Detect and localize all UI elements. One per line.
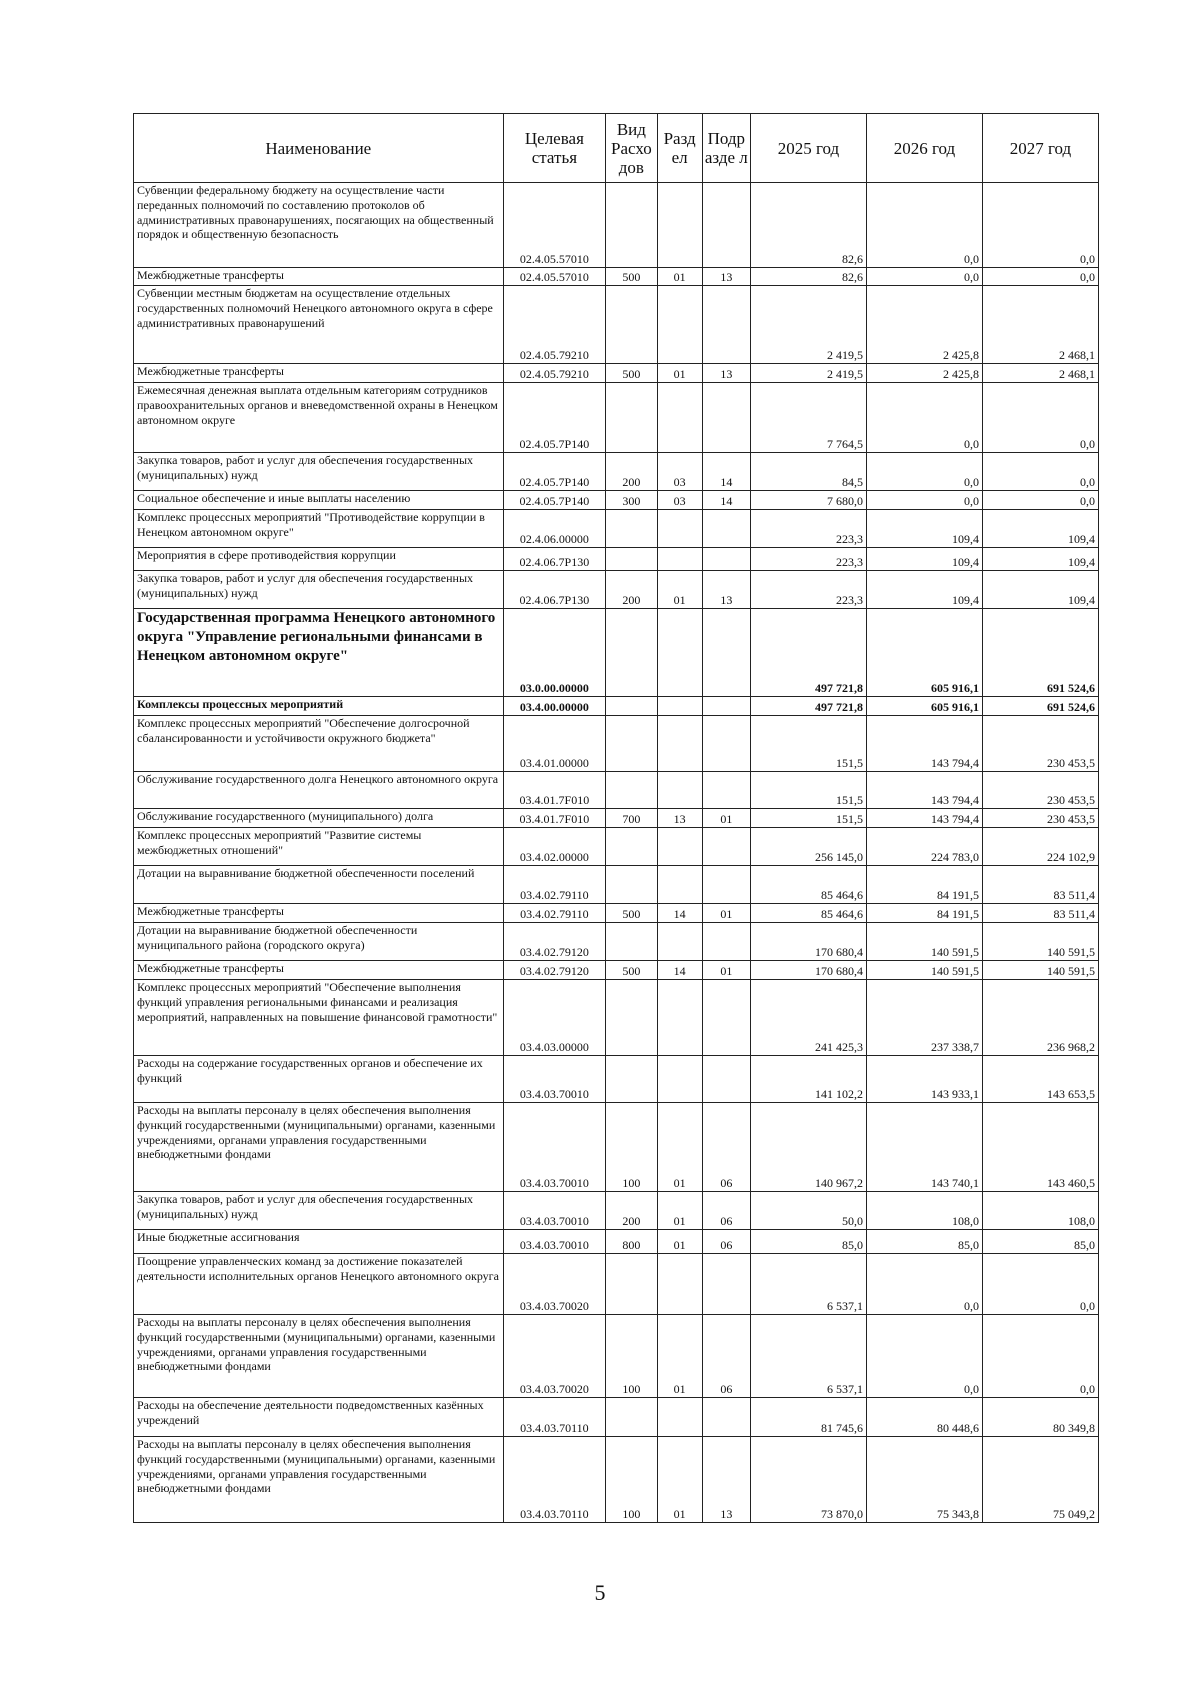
table-row — [134, 697, 1099, 716]
row-name: Расходы на обеспечение деятельности подведомственных казённых учреждений — [134, 1398, 504, 1437]
row-name: Межбюджетные трансферты — [134, 268, 504, 286]
row-name: Межбюджетные трансферты — [134, 364, 504, 383]
row-vid — [606, 772, 657, 809]
row-value-2027: 230 453,5 — [982, 772, 1098, 809]
row-target-code: 03.4.03.70010 — [503, 1056, 606, 1103]
row-name: Субвенции федеральному бюджету на осуществление части переданных полномочий по составлению протоколов об административных правонарушениях, посягающих на общественный порядок и общественную безопасность — [134, 183, 504, 268]
row-value-2027: 83 511,4 — [982, 904, 1098, 923]
row-value-2025: 497 721,8 — [750, 697, 866, 716]
row-razdel: 01 — [657, 1192, 702, 1230]
row-value-2027: 2 468,1 — [982, 286, 1098, 364]
row-vid — [606, 1056, 657, 1103]
row-vid: 700 — [606, 809, 657, 828]
row-name: Межбюджетные трансферты — [134, 904, 504, 923]
row-value-2027: 0,0 — [982, 268, 1098, 286]
row-value-2025: 151,5 — [750, 716, 866, 772]
row-vid: 100 — [606, 1437, 657, 1523]
row-value-2027: 230 453,5 — [982, 716, 1098, 772]
row-name: Ежемесячная денежная выплата отдельным категориям сотрудников правоохранительных органов и вневедомственной охраны в Ненецком автономном округе — [134, 383, 504, 453]
row-value-2027: 80 349,8 — [982, 1398, 1098, 1437]
row-value-2026: 75 343,8 — [866, 1437, 982, 1523]
row-vid — [606, 1398, 657, 1437]
row-name: Комплекс процессных мероприятий "Обеспечение выполнения функций управления региональными финансами и реализация мероприятий, направленных на повышение финансовой грамотности" — [134, 980, 504, 1056]
row-podrazdel — [702, 923, 750, 961]
header-podrazdel: Подр азде л — [702, 114, 750, 183]
row-value-2027: 140 591,5 — [982, 923, 1098, 961]
table-row — [134, 453, 1099, 491]
row-value-2025: 241 425,3 — [750, 980, 866, 1056]
row-podrazdel — [702, 510, 750, 548]
row-value-2026: 224 783,0 — [866, 828, 982, 866]
row-name: Комплекс процессных мероприятий "Обеспечение долгосрочной сбалансированности и устойчивости окружного бюджета" — [134, 716, 504, 772]
table-row — [134, 364, 1099, 383]
row-value-2026: 143 740,1 — [866, 1103, 982, 1192]
row-vid: 100 — [606, 1103, 657, 1192]
table-row — [134, 1437, 1099, 1523]
table-row — [134, 980, 1099, 1056]
row-vid — [606, 183, 657, 268]
row-value-2027: 0,0 — [982, 1315, 1098, 1398]
row-value-2026: 2 425,8 — [866, 286, 982, 364]
table-row — [134, 491, 1099, 510]
row-vid: 500 — [606, 268, 657, 286]
row-podrazdel: 13 — [702, 364, 750, 383]
row-value-2026: 2 425,8 — [866, 364, 982, 383]
row-value-2025: 223,3 — [750, 571, 866, 609]
table-row — [134, 571, 1099, 609]
row-podrazdel — [702, 609, 750, 697]
row-razdel — [657, 1254, 702, 1315]
row-razdel — [657, 923, 702, 961]
row-podrazdel: 13 — [702, 1437, 750, 1523]
row-value-2025: 2 419,5 — [750, 286, 866, 364]
row-value-2027: 0,0 — [982, 1254, 1098, 1315]
row-value-2025: 50,0 — [750, 1192, 866, 1230]
row-value-2027: 109,4 — [982, 571, 1098, 609]
row-value-2027: 143 653,5 — [982, 1056, 1098, 1103]
row-vid — [606, 828, 657, 866]
row-target-code: 03.4.03.70110 — [503, 1437, 606, 1523]
row-value-2025: 73 870,0 — [750, 1437, 866, 1523]
row-target-code: 03.4.02.79120 — [503, 923, 606, 961]
row-target-code: 03.0.00.00000 — [503, 609, 606, 697]
row-target-code: 03.4.03.70020 — [503, 1254, 606, 1315]
table-row — [134, 286, 1099, 364]
row-razdel — [657, 510, 702, 548]
row-vid: 200 — [606, 1192, 657, 1230]
row-razdel: 01 — [657, 571, 702, 609]
row-vid — [606, 510, 657, 548]
row-podrazdel: 13 — [702, 268, 750, 286]
row-razdel — [657, 548, 702, 571]
row-name: Межбюджетные трансферты — [134, 961, 504, 980]
row-razdel: 03 — [657, 453, 702, 491]
row-value-2027: 143 460,5 — [982, 1103, 1098, 1192]
row-vid — [606, 1254, 657, 1315]
row-podrazdel: 13 — [702, 571, 750, 609]
row-value-2026: 0,0 — [866, 383, 982, 453]
row-target-code: 03.4.03.70110 — [503, 1398, 606, 1437]
row-podrazdel: 01 — [702, 809, 750, 828]
row-podrazdel — [702, 286, 750, 364]
table-row — [134, 268, 1099, 286]
row-value-2027: 0,0 — [982, 491, 1098, 510]
row-value-2027: 0,0 — [982, 183, 1098, 268]
row-value-2027: 0,0 — [982, 453, 1098, 491]
row-value-2025: 81 745,6 — [750, 1398, 866, 1437]
row-podrazdel: 14 — [702, 491, 750, 510]
row-value-2027: 224 102,9 — [982, 828, 1098, 866]
row-razdel — [657, 828, 702, 866]
row-target-code: 02.4.06.7Р130 — [503, 548, 606, 571]
row-razdel — [657, 697, 702, 716]
row-vid — [606, 383, 657, 453]
row-podrazdel: 06 — [702, 1192, 750, 1230]
row-podrazdel — [702, 772, 750, 809]
row-name: Поощрение управленческих команд за достижение показателей деятельности исполнительных органов Ненецкого автономного округа — [134, 1254, 504, 1315]
header-name: Наименование — [134, 114, 504, 183]
row-podrazdel — [702, 548, 750, 571]
row-value-2026: 84 191,5 — [866, 904, 982, 923]
table-row — [134, 866, 1099, 904]
row-value-2025: 140 967,2 — [750, 1103, 866, 1192]
row-name: Социальное обеспечение и иные выплаты населению — [134, 491, 504, 510]
row-target-code: 03.4.02.79120 — [503, 961, 606, 980]
row-razdel: 14 — [657, 904, 702, 923]
row-podrazdel — [702, 383, 750, 453]
table-body — [134, 183, 1099, 1523]
row-razdel: 14 — [657, 961, 702, 980]
row-name: Закупка товаров, работ и услуг для обеспечения государственных (муниципальных) нужд — [134, 453, 504, 491]
row-vid — [606, 716, 657, 772]
table-row — [134, 1192, 1099, 1230]
row-value-2026: 84 191,5 — [866, 866, 982, 904]
row-name: Обслуживание государственного долга Ненецкого автономного округа — [134, 772, 504, 809]
row-target-code: 03.4.03.70010 — [503, 1103, 606, 1192]
row-target-code: 02.4.05.7Р140 — [503, 491, 606, 510]
table-row — [134, 1315, 1099, 1398]
row-razdel — [657, 716, 702, 772]
row-razdel: 01 — [657, 1230, 702, 1254]
row-name: Расходы на выплаты персоналу в целях обеспечения выполнения функций государственными (муниципальными) органами, казенными учреждениями, органами управления государственными внебюджетными фондами — [134, 1103, 504, 1192]
table-row — [134, 510, 1099, 548]
row-vid: 500 — [606, 904, 657, 923]
row-razdel: 01 — [657, 1103, 702, 1192]
header-2026: 2026 год — [866, 114, 982, 183]
row-value-2026: 605 916,1 — [866, 609, 982, 697]
row-vid — [606, 548, 657, 571]
row-vid: 500 — [606, 961, 657, 980]
row-target-code: 03.4.03.00000 — [503, 980, 606, 1056]
row-target-code: 03.4.02.00000 — [503, 828, 606, 866]
row-name: Закупка товаров, работ и услуг для обеспечения государственных (муниципальных) нужд — [134, 571, 504, 609]
row-razdel: 13 — [657, 809, 702, 828]
header-2027: 2027 год — [982, 114, 1098, 183]
row-vid — [606, 697, 657, 716]
row-podrazdel — [702, 1056, 750, 1103]
row-target-code: 02.4.06.7Р130 — [503, 571, 606, 609]
table-row — [134, 1056, 1099, 1103]
row-name: Комплекс процессных мероприятий "Противодействие коррупции в Ненецком автономном округе" — [134, 510, 504, 548]
row-name: Дотации на выравнивание бюджетной обеспеченности муниципального района (городского округа) — [134, 923, 504, 961]
header-razdel: Разд ел — [657, 114, 702, 183]
row-target-code: 03.4.01.7F010 — [503, 772, 606, 809]
row-podrazdel: 06 — [702, 1315, 750, 1398]
row-podrazdel — [702, 183, 750, 268]
table-row — [134, 383, 1099, 453]
row-value-2027: 83 511,4 — [982, 866, 1098, 904]
row-name: Комплекс процессных мероприятий "Развитие системы межбюджетных отношений" — [134, 828, 504, 866]
row-razdel — [657, 1398, 702, 1437]
row-value-2026: 109,4 — [866, 571, 982, 609]
row-value-2026: 108,0 — [866, 1192, 982, 1230]
row-target-code: 03.4.01.00000 — [503, 716, 606, 772]
row-value-2027: 230 453,5 — [982, 809, 1098, 828]
row-value-2025: 2 419,5 — [750, 364, 866, 383]
row-value-2026: 143 933,1 — [866, 1056, 982, 1103]
row-target-code: 02.4.05.57010 — [503, 268, 606, 286]
row-value-2027: 2 468,1 — [982, 364, 1098, 383]
table-header-row — [134, 114, 1099, 183]
row-vid: 200 — [606, 453, 657, 491]
row-value-2025: 85 464,6 — [750, 904, 866, 923]
row-value-2026: 605 916,1 — [866, 697, 982, 716]
row-value-2027: 109,4 — [982, 548, 1098, 571]
table-row — [134, 961, 1099, 980]
row-podrazdel: 01 — [702, 904, 750, 923]
row-podrazdel — [702, 1398, 750, 1437]
row-value-2025: 256 145,0 — [750, 828, 866, 866]
row-value-2027: 691 524,6 — [982, 609, 1098, 697]
row-target-code: 02.4.05.79210 — [503, 364, 606, 383]
row-value-2027: 85,0 — [982, 1230, 1098, 1254]
row-value-2026: 143 794,4 — [866, 809, 982, 828]
row-value-2026: 140 591,5 — [866, 923, 982, 961]
row-value-2025: 223,3 — [750, 510, 866, 548]
row-name: Дотации на выравнивание бюджетной обеспеченности поселений — [134, 866, 504, 904]
row-value-2025: 223,3 — [750, 548, 866, 571]
row-podrazdel — [702, 980, 750, 1056]
row-target-code: 03.4.03.70020 — [503, 1315, 606, 1398]
table-row — [134, 1398, 1099, 1437]
row-value-2026: 143 794,4 — [866, 772, 982, 809]
row-vid: 800 — [606, 1230, 657, 1254]
row-value-2025: 170 680,4 — [750, 961, 866, 980]
row-razdel — [657, 383, 702, 453]
table-row — [134, 1254, 1099, 1315]
row-target-code: 02.4.05.7Р140 — [503, 383, 606, 453]
row-value-2025: 7 680,0 — [750, 491, 866, 510]
row-podrazdel: 06 — [702, 1103, 750, 1192]
row-podrazdel — [702, 866, 750, 904]
row-razdel: 01 — [657, 1315, 702, 1398]
row-target-code: 03.4.03.70010 — [503, 1230, 606, 1254]
row-value-2025: 170 680,4 — [750, 923, 866, 961]
row-name: Расходы на выплаты персоналу в целях обеспечения выполнения функций государственными (муниципальными) органами, казенными учреждениями, органами управления государственными внебюджетными фондами — [134, 1315, 504, 1398]
row-razdel — [657, 772, 702, 809]
row-razdel: 03 — [657, 491, 702, 510]
row-name: Иные бюджетные ассигнования — [134, 1230, 504, 1254]
row-razdel — [657, 980, 702, 1056]
row-name: Мероприятия в сфере противодействия коррупции — [134, 548, 504, 571]
row-value-2026: 0,0 — [866, 491, 982, 510]
row-value-2025: 151,5 — [750, 772, 866, 809]
row-value-2027: 75 049,2 — [982, 1437, 1098, 1523]
row-value-2026: 140 591,5 — [866, 961, 982, 980]
row-razdel — [657, 866, 702, 904]
row-value-2027: 108,0 — [982, 1192, 1098, 1230]
row-value-2025: 85,0 — [750, 1230, 866, 1254]
row-target-code: 02.4.06.00000 — [503, 510, 606, 548]
row-value-2026: 237 338,7 — [866, 980, 982, 1056]
row-value-2026: 80 448,6 — [866, 1398, 982, 1437]
table-row — [134, 828, 1099, 866]
row-vid: 100 — [606, 1315, 657, 1398]
row-value-2025: 82,6 — [750, 183, 866, 268]
budget-table — [133, 113, 1099, 1523]
row-value-2026: 109,4 — [866, 510, 982, 548]
row-razdel — [657, 1056, 702, 1103]
row-value-2025: 6 537,1 — [750, 1254, 866, 1315]
table-row — [134, 716, 1099, 772]
table-row — [134, 809, 1099, 828]
row-value-2026: 143 794,4 — [866, 716, 982, 772]
row-name: Закупка товаров, работ и услуг для обеспечения государственных (муниципальных) нужд — [134, 1192, 504, 1230]
row-razdel: 01 — [657, 1437, 702, 1523]
row-value-2026: 85,0 — [866, 1230, 982, 1254]
row-podrazdel: 14 — [702, 453, 750, 491]
row-name: Расходы на содержание государственных органов и обеспечение их функций — [134, 1056, 504, 1103]
table-row — [134, 904, 1099, 923]
row-razdel — [657, 183, 702, 268]
row-target-code: 03.4.03.70010 — [503, 1192, 606, 1230]
row-value-2025: 151,5 — [750, 809, 866, 828]
row-podrazdel: 06 — [702, 1230, 750, 1254]
row-name: Расходы на выплаты персоналу в целях обеспечения выполнения функций государственными (муниципальными) органами, казенными учреждениями, органами управления государственными внебюджетными фондами — [134, 1437, 504, 1523]
row-target-code: 03.4.00.00000 — [503, 697, 606, 716]
header-vid: Вид Расхо дов — [606, 114, 657, 183]
row-value-2025: 7 764,5 — [750, 383, 866, 453]
row-razdel: 01 — [657, 268, 702, 286]
row-name: Государственная программа Ненецкого автономного округа "Управление региональными финансами в Ненецком автономном округе" — [134, 609, 504, 697]
row-value-2026: 109,4 — [866, 548, 982, 571]
row-target-code: 02.4.05.57010 — [503, 183, 606, 268]
row-value-2025: 82,6 — [750, 268, 866, 286]
row-name: Обслуживание государственного (муниципального) долга — [134, 809, 504, 828]
header-target: Целевая статья — [503, 114, 606, 183]
row-name: Субвенции местным бюджетам на осуществление отдельных государственных полномочий Ненецкого автономного округа в сфере административных правонарушений — [134, 286, 504, 364]
row-value-2025: 6 537,1 — [750, 1315, 866, 1398]
row-value-2026: 0,0 — [866, 268, 982, 286]
page-number: 5 — [594, 1580, 606, 1605]
table-row — [134, 609, 1099, 697]
row-vid — [606, 980, 657, 1056]
table-row — [134, 772, 1099, 809]
table-row — [134, 548, 1099, 571]
row-podrazdel: 01 — [702, 961, 750, 980]
table-row — [134, 1230, 1099, 1254]
row-vid: 300 — [606, 491, 657, 510]
row-podrazdel — [702, 697, 750, 716]
row-vid — [606, 923, 657, 961]
row-target-code: 03.4.02.79110 — [503, 866, 606, 904]
row-vid — [606, 609, 657, 697]
row-value-2027: 0,0 — [982, 383, 1098, 453]
row-value-2027: 236 968,2 — [982, 980, 1098, 1056]
header-2025: 2025 год — [750, 114, 866, 183]
row-podrazdel — [702, 1254, 750, 1315]
row-value-2027: 691 524,6 — [982, 697, 1098, 716]
row-target-code: 03.4.02.79110 — [503, 904, 606, 923]
row-value-2027: 140 591,5 — [982, 961, 1098, 980]
row-vid: 200 — [606, 571, 657, 609]
row-vid — [606, 866, 657, 904]
table-row — [134, 183, 1099, 268]
row-target-code: 02.4.05.79210 — [503, 286, 606, 364]
row-vid: 500 — [606, 364, 657, 383]
table-row — [134, 1103, 1099, 1192]
row-value-2027: 109,4 — [982, 510, 1098, 548]
row-value-2025: 497 721,8 — [750, 609, 866, 697]
row-podrazdel — [702, 716, 750, 772]
row-value-2026: 0,0 — [866, 453, 982, 491]
row-value-2025: 141 102,2 — [750, 1056, 866, 1103]
row-value-2026: 0,0 — [866, 1315, 982, 1398]
row-value-2025: 85 464,6 — [750, 866, 866, 904]
row-razdel — [657, 609, 702, 697]
row-target-code: 03.4.01.7F010 — [503, 809, 606, 828]
row-value-2026: 0,0 — [866, 183, 982, 268]
table-row — [134, 923, 1099, 961]
row-razdel: 01 — [657, 364, 702, 383]
row-value-2025: 84,5 — [750, 453, 866, 491]
row-podrazdel — [702, 828, 750, 866]
row-target-code: 02.4.05.7Р140 — [503, 453, 606, 491]
row-vid — [606, 286, 657, 364]
row-razdel — [657, 286, 702, 364]
row-name: Комплексы процессных мероприятий — [134, 697, 504, 716]
row-value-2026: 0,0 — [866, 1254, 982, 1315]
